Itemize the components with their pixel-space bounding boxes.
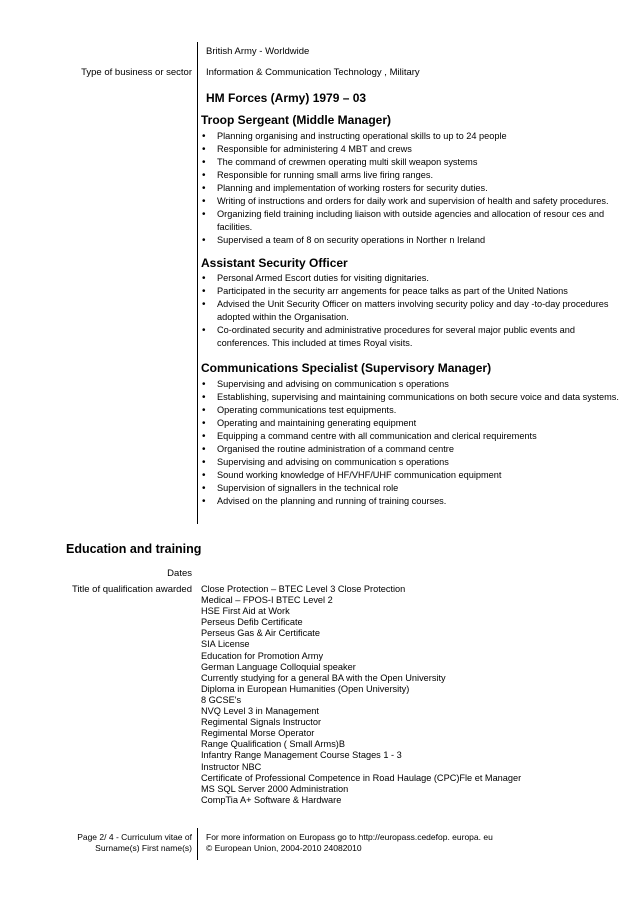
qualification-item: Range Qualification ( Small Arms)B — [201, 739, 345, 750]
duty-item: • Operating communications test equipments. — [201, 404, 621, 417]
qualification-item: Infantry Range Management Course Stages 1 - 3 — [201, 750, 402, 761]
qualification-item: Perseus Defib Certificate — [201, 617, 303, 628]
job-duties-list — [201, 378, 621, 508]
qualification-item: German Language Colloquial speaker — [201, 661, 356, 672]
footer-name: Surname(s) First name(s) — [95, 843, 192, 853]
business-type-label: Type of business or sector — [81, 67, 192, 78]
duty-item: • Writing of instructions and orders for daily work and supervision of health and safety procedures. — [201, 195, 621, 208]
duty-item: • Supervising and advising on communication s operations — [201, 378, 621, 391]
qualification-item: Diploma in European Humanities (Open University) — [201, 683, 410, 694]
dates-label: Dates — [167, 568, 192, 579]
duty-item: • The command of crewmen operating multi skill weapon systems — [201, 156, 621, 169]
duty-item: • Personal Armed Escort duties for visiting dignitaries. — [201, 272, 621, 285]
duty-item: • Planning and implementation of working rosters for security duties. — [201, 182, 621, 195]
duty-item: • Advised the Unit Security Officer on matters involving security policy and day -to-day procedures adopted within the Organisation. — [201, 298, 621, 324]
column-divider-bottom — [197, 828, 198, 860]
duty-item: • Co-ordinated security and administrative procedures for several major public events and conferences. This included at times Royal visits. — [201, 324, 621, 350]
job-title: Assistant Security Officer — [201, 256, 348, 270]
job-title: Troop Sergeant (Middle Manager) — [201, 113, 392, 127]
qualification-item: NVQ Level 3 in Management — [201, 706, 319, 717]
duty-item: • Participated in the security arr angements for peace talks as part of the United Nations — [201, 285, 621, 298]
page-footer-right — [206, 832, 493, 854]
job-duties-list — [201, 130, 621, 247]
qualification-item: Close Protection – BTEC Level 3 Close Protection — [201, 584, 406, 594]
duty-item: • Operating and maintaining generating equipment — [201, 417, 621, 430]
duty-item: • Organised the routine administration of a command centre — [201, 443, 621, 456]
duty-item: • Establishing, supervising and maintaining communications on both secure voice and data systems. — [201, 391, 621, 404]
footer-europass-info: For more information on Europass go to http://europass.cedefop. europa. eu — [206, 832, 493, 842]
qualification-item: Regimental Signals Instructor — [201, 717, 322, 728]
business-type-value: Information & Communication Technology , Military — [206, 67, 420, 78]
education-section-heading: Education and training — [66, 542, 202, 556]
duty-item: • Equipping a command centre with all communication and clerical requirements — [201, 430, 621, 443]
qualification-item: Medical – FPOS-I BTEC Level 2 — [201, 595, 333, 606]
employer-heading: HM Forces (Army) 1979 – 03 — [206, 91, 367, 105]
qualification-item: Perseus Gas & Air Certificate — [201, 628, 320, 639]
qualification-item: HSE First Aid at Work — [201, 606, 290, 617]
job-duties-list — [201, 272, 621, 350]
duty-item: • Sound working knowledge of HF/VHF/UHF communication equipment — [201, 469, 621, 482]
duty-item: • Supervision of signallers in the technical role — [201, 482, 621, 495]
qualification-label: Title of qualification awarded — [71, 584, 192, 595]
business-location: British Army - Worldwide — [206, 46, 310, 57]
duty-item: • Supervising and advising on communication s operations — [201, 456, 621, 469]
job-title: Communications Specialist (Supervisory Manager) — [201, 361, 492, 375]
qualification-item: Regimental Morse Operator — [201, 728, 315, 739]
duty-item: • Supervised a team of 8 on security operations in Norther n Ireland — [201, 234, 621, 247]
qualification-item: Certificate of Professional Competence in Road Haulage (CPC)Fle et Manager — [201, 772, 522, 783]
duty-item: • Responsible for administering 4 MBT and crews — [201, 143, 621, 156]
qualification-item: Currently studying for a general BA with the Open University — [201, 672, 446, 683]
page-footer-left — [77, 832, 192, 854]
footer-copyright: © European Union, 2004-2010 24082010 — [206, 843, 362, 853]
qualification-item: Instructor NBC — [201, 761, 262, 772]
qualification-item: 8 GCSE's — [201, 694, 242, 705]
qualifications-list — [201, 584, 521, 806]
qualification-item: SIA License — [201, 639, 250, 650]
duty-item: • Planning organising and instructing operational skills to up to 24 people — [201, 130, 621, 143]
footer-page-number: Page 2/ 4 - Curriculum vitae of — [77, 832, 192, 842]
duty-item: • Responsible for running small arms live firing ranges. — [201, 169, 621, 182]
qualification-item: Education for Promotion Army — [201, 650, 324, 661]
duty-item: • Organizing field training including liaison with outside agencies and allocation of resour ces and facilities. — [201, 208, 621, 234]
column-divider-top — [197, 42, 198, 524]
qualification-item: MS SQL Server 2000 Administration — [201, 783, 349, 794]
duty-item: • Advised on the planning and running of training courses. — [201, 495, 621, 508]
qualification-item: CompTia A+ Software & Hardware — [201, 794, 342, 805]
